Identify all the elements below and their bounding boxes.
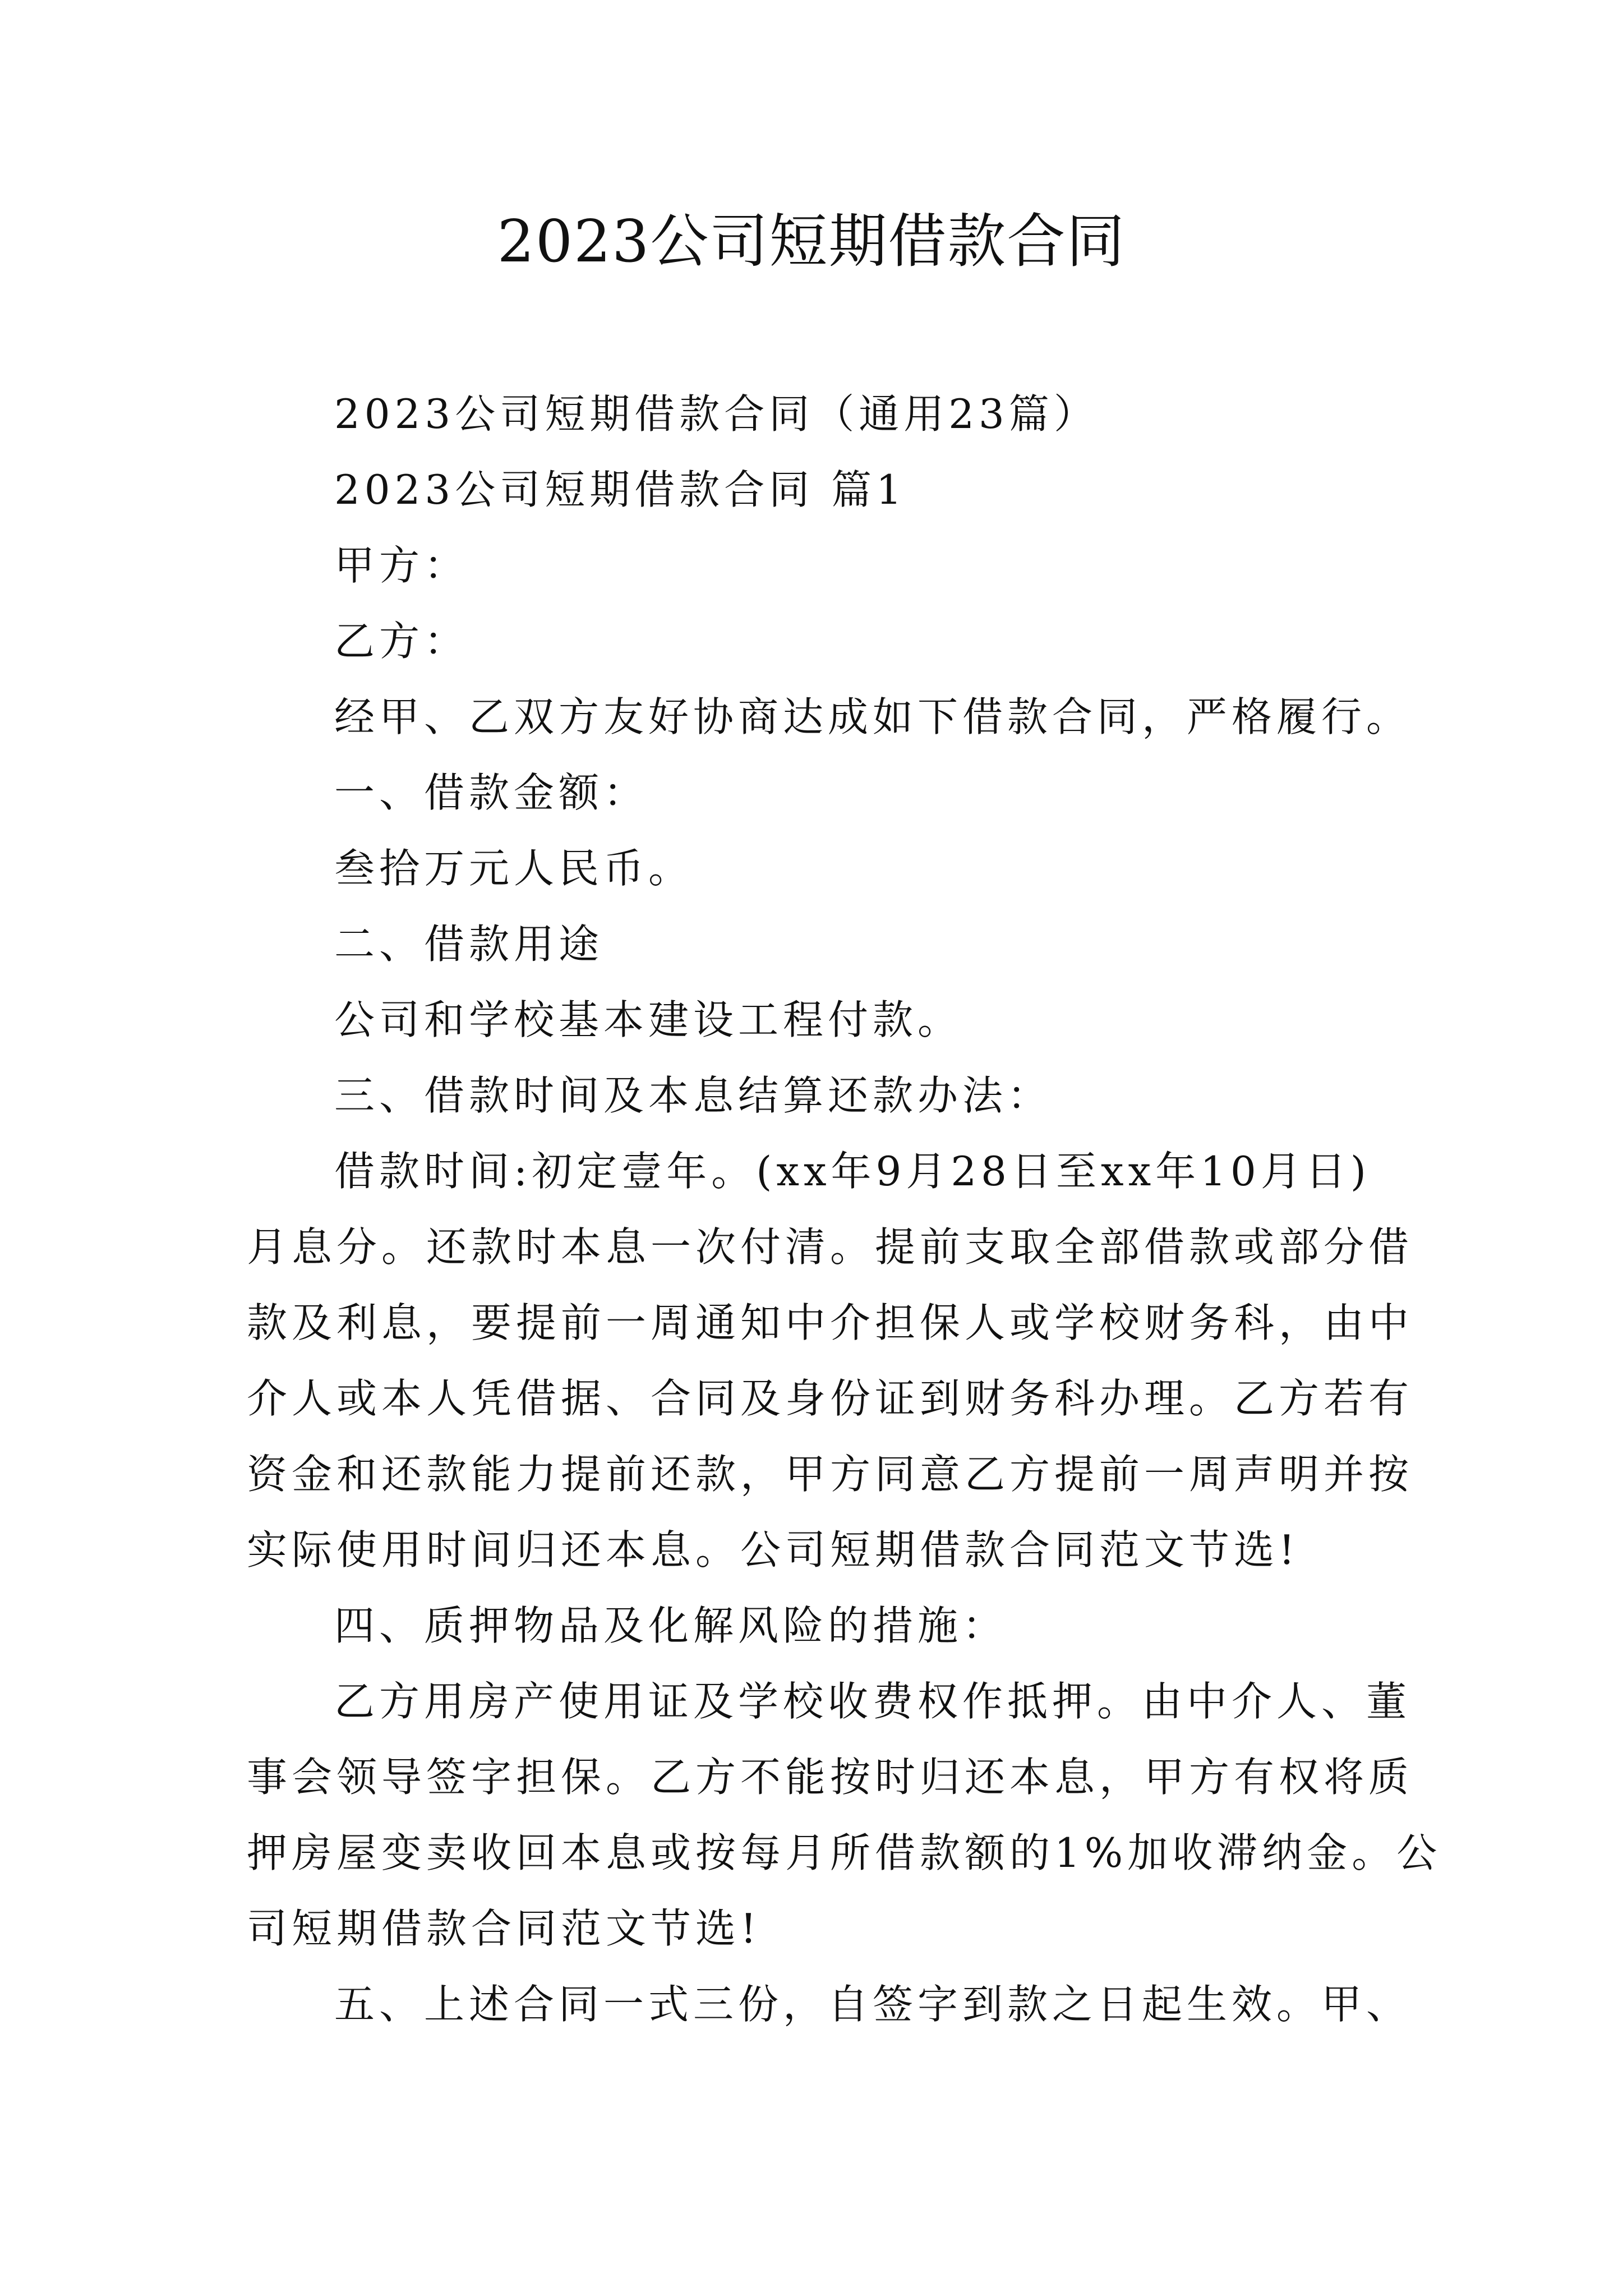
clause-heading: 一、借款金额：: [334, 769, 649, 816]
paragraph-line: 叁拾万元人民币。: [334, 845, 694, 892]
subtitle-line: 2023公司短期借款合同（通用23篇）: [334, 390, 1099, 438]
clause-heading: 二、借款用途: [334, 921, 604, 968]
document-title: 2023公司短期借款合同: [497, 207, 1126, 275]
paragraph-line: 月息分。还款时本息一次付清。提前支取全部借款或部分借: [247, 1223, 1414, 1271]
party-b-label: 乙方：: [334, 618, 469, 665]
paragraph-line: 乙方用房产使用证及学校收费权作抵押。由中介人、董: [334, 1678, 1412, 1725]
paragraph-line: 经甲、乙双方友好协商达成如下借款合同，严格履行。: [334, 693, 1412, 740]
paragraph-line: 事会领导签字担保。乙方不能按时归还本息，甲方有权将质: [247, 1754, 1414, 1801]
clause-heading: 五、上述合同一式三份，自签字到款之日起生效。甲、: [334, 1981, 1412, 2028]
paragraph-line: 实际使用时间归还本息。公司短期借款合同范文节选!: [247, 1526, 1299, 1573]
paragraph-line: 介人或本人凭借据、合同及身份证到财务科办理。乙方若有: [247, 1375, 1414, 1422]
clause-heading: 四、质押物品及化解风险的措施：: [334, 1602, 1008, 1649]
section-heading: 2023公司短期借款合同 篇1: [334, 466, 906, 513]
paragraph-line: 司短期借款合同范文节选!: [247, 1905, 761, 1952]
paragraph-line: 资金和还款能力提前还款，甲方同意乙方提前一周声明并按: [247, 1451, 1414, 1498]
paragraph-line: 借款时间:初定壹年。(xx年9月28日至xx年10月日): [334, 1148, 1371, 1195]
clause-heading: 三、借款时间及本息结算还款办法：: [334, 1072, 1053, 1119]
paragraph-line: 押房屋变卖收回本息或按每月所借款额的1%加收滞纳金。公: [247, 1829, 1442, 1876]
paragraph-line: 款及利息，要提前一周通知中介担保人或学校财务科，由中: [247, 1299, 1414, 1346]
paragraph-line: 公司和学校基本建设工程付款。: [334, 996, 963, 1043]
party-a-label: 甲方：: [334, 542, 469, 589]
